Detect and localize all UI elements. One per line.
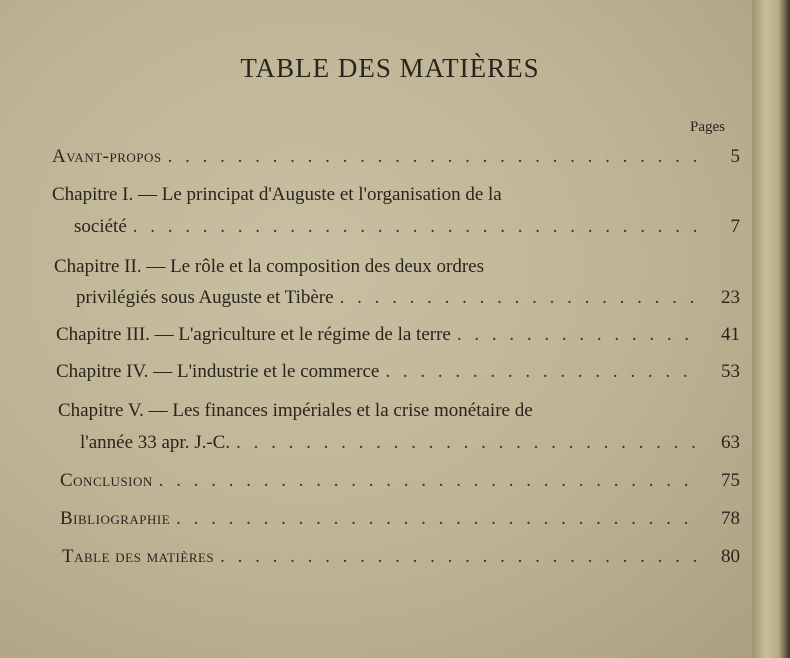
entry-label: l'année 33 apr. J.-C. <box>80 432 231 453</box>
dot-leader <box>340 287 698 309</box>
toc-entry-chapitre-2 <box>76 287 740 309</box>
dot-leader <box>159 470 698 492</box>
dot-leader <box>385 361 698 383</box>
dot-leader <box>236 432 698 454</box>
entry-label: société <box>74 216 127 237</box>
entry-label: Chapitre IV. — L'industrie et le commerce <box>56 361 380 382</box>
toc-entry-chapitre-3 <box>56 324 740 346</box>
dot-leader <box>220 546 698 568</box>
toc-entry-table-des-matieres <box>62 546 740 568</box>
toc-entry-chapitre-2-line1: Chapitre II. — Le rôle et la composition des deux ordres <box>54 256 485 277</box>
dot-leader <box>133 216 698 238</box>
entry-page: 7 <box>730 216 740 237</box>
entry-label: Chapitre III. — L'agriculture et le régime de la terre <box>56 324 451 345</box>
entry-label: Table des matières <box>62 546 215 567</box>
entry-page: 53 <box>721 361 740 382</box>
entry-page: 41 <box>721 324 740 345</box>
toc-entry-avant-propos <box>52 146 740 168</box>
entry-page: 80 <box>721 546 740 567</box>
toc-entry-chapitre-4 <box>56 361 740 383</box>
toc-entry-chapitre-5-line1: Chapitre V. — Les finances impériales et la crise monétaire de <box>58 400 533 421</box>
entry-label: Avant-propos <box>52 146 162 167</box>
entry-page: 23 <box>721 287 740 308</box>
entry-label: privilégiés sous Auguste et Tibère <box>76 287 334 308</box>
entry-page: 63 <box>721 432 740 453</box>
toc-entry-chapitre-1-line1: Chapitre I. — Le principat d'Auguste et l'organisation de la <box>52 184 502 205</box>
page-title: TABLE DES MATIÈRES <box>240 53 540 83</box>
entry-page: 75 <box>721 470 740 491</box>
entry-page: 78 <box>721 508 740 529</box>
toc-entry-chapitre-5 <box>80 432 740 454</box>
entry-label: Conclusion <box>60 470 153 491</box>
toc-entry-conclusion <box>60 470 740 492</box>
dot-leader <box>168 146 698 168</box>
entry-page: 5 <box>730 146 740 167</box>
toc-entry-chapitre-1 <box>74 216 740 238</box>
toc-entry-bibliographie <box>60 508 740 530</box>
pages-column-header: Pages <box>690 119 725 135</box>
dot-leader <box>457 324 698 346</box>
page-edge <box>752 0 790 658</box>
entry-label: Bibliographie <box>60 508 171 529</box>
dot-leader <box>176 508 698 530</box>
